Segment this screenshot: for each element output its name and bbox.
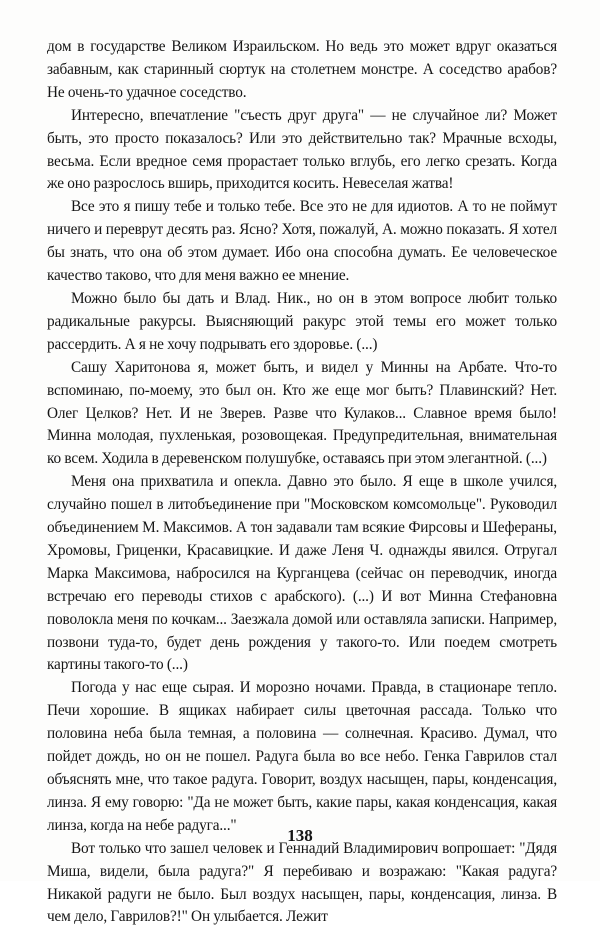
- body-text: [47, 36, 557, 929]
- page-number: 138: [287, 826, 313, 845]
- paragraph-2: Интересно, впечатление "съесть друг друга" — не случайное ли? Может быть, это просто показалось? Или это действительно так? Мрачные всходы, весьма. Если вредное семя прорастает только вглубь, его легко срезать. Когда же оно разрослось вширь, приходится косить. Невеселая жатва!: [47, 106, 557, 193]
- paragraph-1: дом в государстве Великом Израильском. Но ведь это может вдруг оказаться забавным, как старинный сюртук на столетнем монстре. А соседство арабов? Не очень-то удачное соседство.: [47, 38, 557, 101]
- paragraph-6: Меня она прихватила и опекла. Давно это было. Я еще в школе учился, случайно пошел в литобъединение при "Московском комсомольце". Руководил объединением М. Максимов. А тон задавали там всякие Фирсовы и Шефераны, Хромовы, Гриценки, Красавицкие. И даже Леня Ч. однажды явился. Отругал Марка Максимова, набросился на Курганцева (сейчас он переводчик, иногда встречаю его переводы стихов с арабского). (...) И вот Минна Стефановна поволокла меня по кочкам... Заезжала домой или оставляла записки. Например, позвони туда-то, будет день рождения у такого-то. Или поедем смотреть картины такого-то (...): [47, 473, 557, 674]
- paragraph-8: Вот только что зашел человек и Геннадий Владимирович вопрошает: "Дядя Миша, видели, была радуга?" Я перебиваю и возражаю: "Какая радуга? Никакой радуги не было. Был воздух насыщен, пары, конденсация, линза. В чем дело, Гаврилов?!" Он улыбается. Лежит: [47, 839, 557, 926]
- paragraph-4: Можно было бы дать и Влад. Ник., но он в этом вопросе любит только радикальные ракурсы. Выясняющий ракурс этой темы его может только рассердить. А я не хочу подрывать его здоровье. (...): [47, 289, 557, 353]
- paragraph-3: Все это я пишу тебе и только тебе. Все это не для идиотов. А то не поймут ничего и переврут десять раз. Ясно? Хотя, пожалуй, А. можно показать. Я хотел бы знать, что она об этом думает. Ибо она способна думать. Ее человеческое качество таково, что для меня важно ее мнение.: [47, 198, 557, 285]
- paragraph-7: Погода у нас еще сырая. И морозно ночами. Правда, в стационаре тепло. Печи хорошие. В ящиках набирает силы цветочная рассада. Только что половина неба была темная, а половина — солнечная. Красиво. Думал, что пойдет дождь, но он не пошел. Радуга была во все небо. Генка Гаврилов стал объяснять мне, что такое радуга. Говорит, воздух насыщен, пары, конденсация, линза. Я ему говорю: "Да не может быть, какие пары, какая конденсация, какая линза, когда на небе радуга...": [47, 679, 557, 834]
- paragraph-5: Сашу Харитонова я, может быть, и видел у Минны на Арбате. Что-то вспоминаю, по-моему, это был он. Кто же еще мог быть? Плавинский? Нет. Олег Целков? Нет. И не Зверев. Разве что Кулаков... Славное время было! Минна молодая, пухленькая, розовощекая. Предупредительная, внимательная ко всем. Ходила в деревенском полушубке, оставаясь при этом элегантной. (...): [47, 358, 557, 468]
